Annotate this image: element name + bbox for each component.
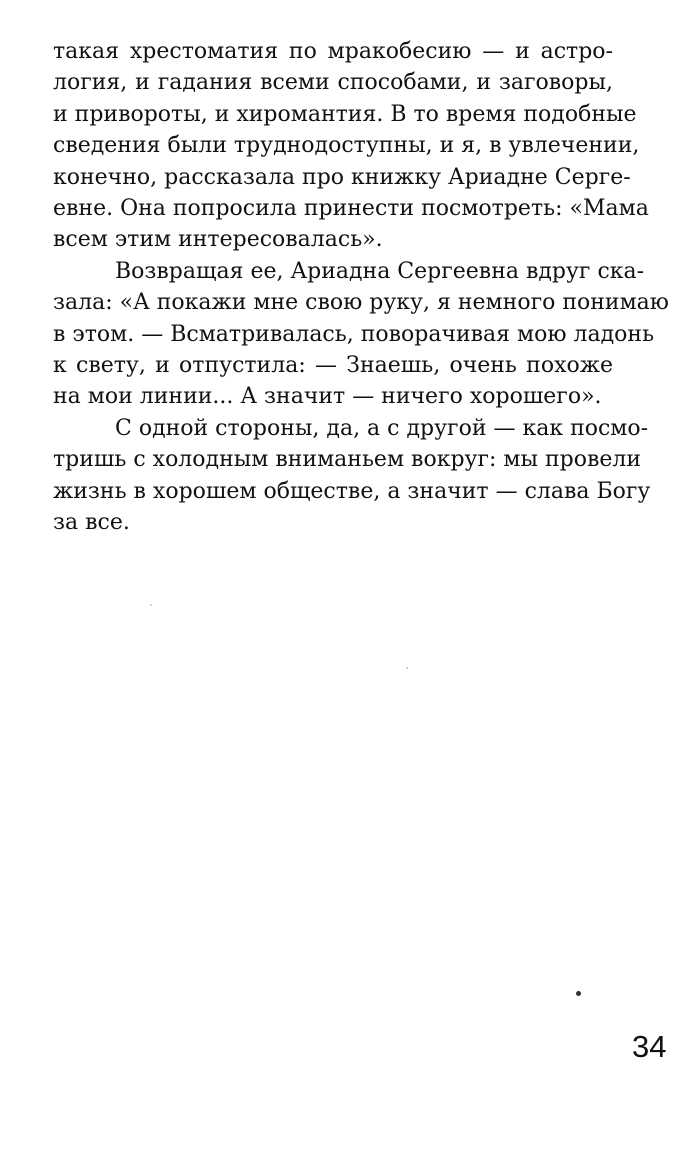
scan-speck	[150, 604, 152, 606]
paragraph-2	[53, 256, 669, 413]
scan-speck	[576, 991, 581, 996]
scan-speck	[406, 667, 408, 669]
text-line: за все.	[53, 510, 130, 536]
text-line: и привороты, и хиромантия. В то время подобные	[53, 101, 637, 127]
text-line: в этом. — Всматривалась, поворачивая мою ладонь	[53, 321, 655, 347]
text-line: такая хрестоматия по мракобесию — и астро-	[53, 39, 613, 64]
page-number: 34	[632, 1029, 667, 1064]
body-text	[53, 36, 669, 539]
text-line: на мои линии... А значит — ничего хорошего».	[53, 384, 602, 410]
text-line: Возвращая ее, Ариадна Сергеевна вдруг ска-	[115, 258, 645, 284]
text-line: всем этим интересовалась».	[53, 227, 383, 253]
text-line: логия, и гадания всеми способами, и заговоры,	[53, 70, 613, 96]
paragraph-3	[53, 413, 651, 539]
text-line: к свету, и отпустила: — Знаешь, очень похоже	[53, 353, 613, 379]
text-line: С одной стороны, да, а с другой — как посмо-	[115, 415, 649, 441]
text-line: тришь с холодным вниманьем вокруг: мы провели	[53, 447, 642, 473]
text-line: сведения были труднодоступны, и я, в увлечении,	[53, 133, 640, 159]
text-line: евне. Она попросила принести посмотреть: «Мама	[53, 196, 649, 222]
text-line: жизнь в хорошем обществе, а значит — слава Богу	[53, 478, 651, 504]
text-line: зала: «А покажи мне свою руку, я немного понимаю	[53, 290, 669, 316]
text-line: конечно, рассказала про книжку Ариадне Серге-	[53, 164, 631, 190]
paragraph-1	[53, 36, 649, 256]
